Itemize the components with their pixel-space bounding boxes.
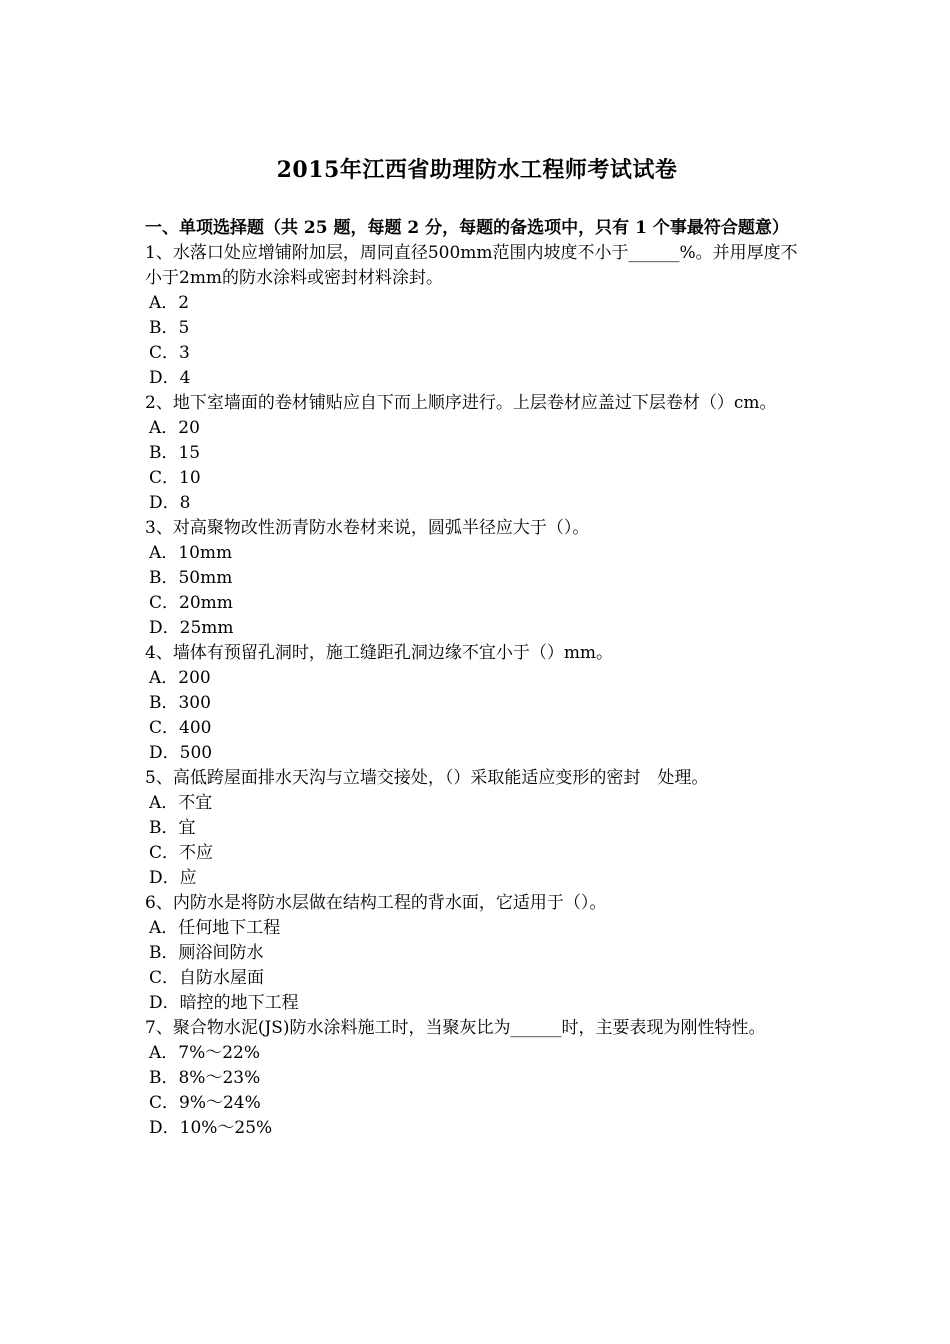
question-text: 7、聚合物水泥(JS)防水涂料施工时，当聚灰比为______时，主要表现为刚性特性。 [145, 1018, 766, 1038]
question-text: 3、对高聚物改性沥青防水卷材来说，圆弧半径应大于（）。 [145, 518, 590, 538]
question-text: 1、水落口处应增铺附加层，周同直径500mm范围内坡度不小于______%。并用厚度不小于2mm的防水涂料或密封材料涂封。 [145, 243, 798, 288]
option-c: C．不应 [149, 843, 214, 863]
option-d: D．8 [149, 493, 191, 513]
option-a: A．10mm [149, 543, 233, 563]
option-c: C．20mm [149, 593, 233, 613]
option-b: B．8%～23% [149, 1068, 261, 1088]
option-b: B．50mm [149, 568, 233, 588]
section-heading: 一、单项选择题（共 25 题，每题 2 分，每题的备选项中，只有 1 个事最符合题意） [145, 218, 789, 238]
question-5 [145, 766, 809, 891]
option-d: D．应 [149, 868, 197, 888]
option-d: D．25mm [149, 618, 234, 638]
question-text: 6、内防水是将防水层做在结构工程的背水面，它适用于（）。 [145, 893, 607, 913]
option-a: A．7%～22% [149, 1043, 261, 1063]
option-d: D．暗控的地下工程 [149, 993, 299, 1013]
question-6 [145, 891, 809, 1016]
option-b: B．宜 [149, 818, 196, 838]
option-a: A．20 [149, 418, 200, 438]
option-a: A．不宜 [149, 793, 213, 813]
option-a: A．200 [149, 668, 211, 688]
option-d: D．500 [149, 743, 213, 763]
option-b: B．300 [149, 693, 211, 713]
option-d: D．4 [149, 368, 191, 388]
option-b: B．15 [149, 443, 201, 463]
option-b: B．厕浴间防水 [149, 943, 264, 963]
document-page [145, 150, 809, 1141]
option-c: C．自防水屋面 [149, 968, 265, 988]
option-c: C．10 [149, 468, 201, 488]
question-1 [145, 241, 809, 391]
document-title: 2015年江西省助理防水工程师考试试卷 [276, 157, 678, 183]
question-7 [145, 1016, 809, 1141]
option-c: C．9%～24% [149, 1093, 261, 1113]
option-c: C．3 [149, 343, 190, 363]
question-text: 5、高低跨屋面排水天沟与立墙交接处，（）采取能适应变形的密封 处理。 [145, 768, 709, 788]
question-2 [145, 391, 809, 516]
question-4 [145, 641, 809, 766]
option-c: C．400 [149, 718, 212, 738]
option-d: D．10%～25% [149, 1118, 273, 1138]
question-text: 2、地下室墙面的卷材铺贴应自下而上顺序进行。上层卷材应盖过下层卷材（）cm。 [145, 393, 777, 413]
question-text: 4、墙体有预留孔洞时，施工缝距孔洞边缘不宜小于（）mm。 [145, 643, 614, 663]
option-a: A．2 [149, 293, 190, 313]
question-3 [145, 516, 809, 641]
option-b: B．5 [149, 318, 190, 338]
option-a: A．任何地下工程 [149, 918, 281, 938]
